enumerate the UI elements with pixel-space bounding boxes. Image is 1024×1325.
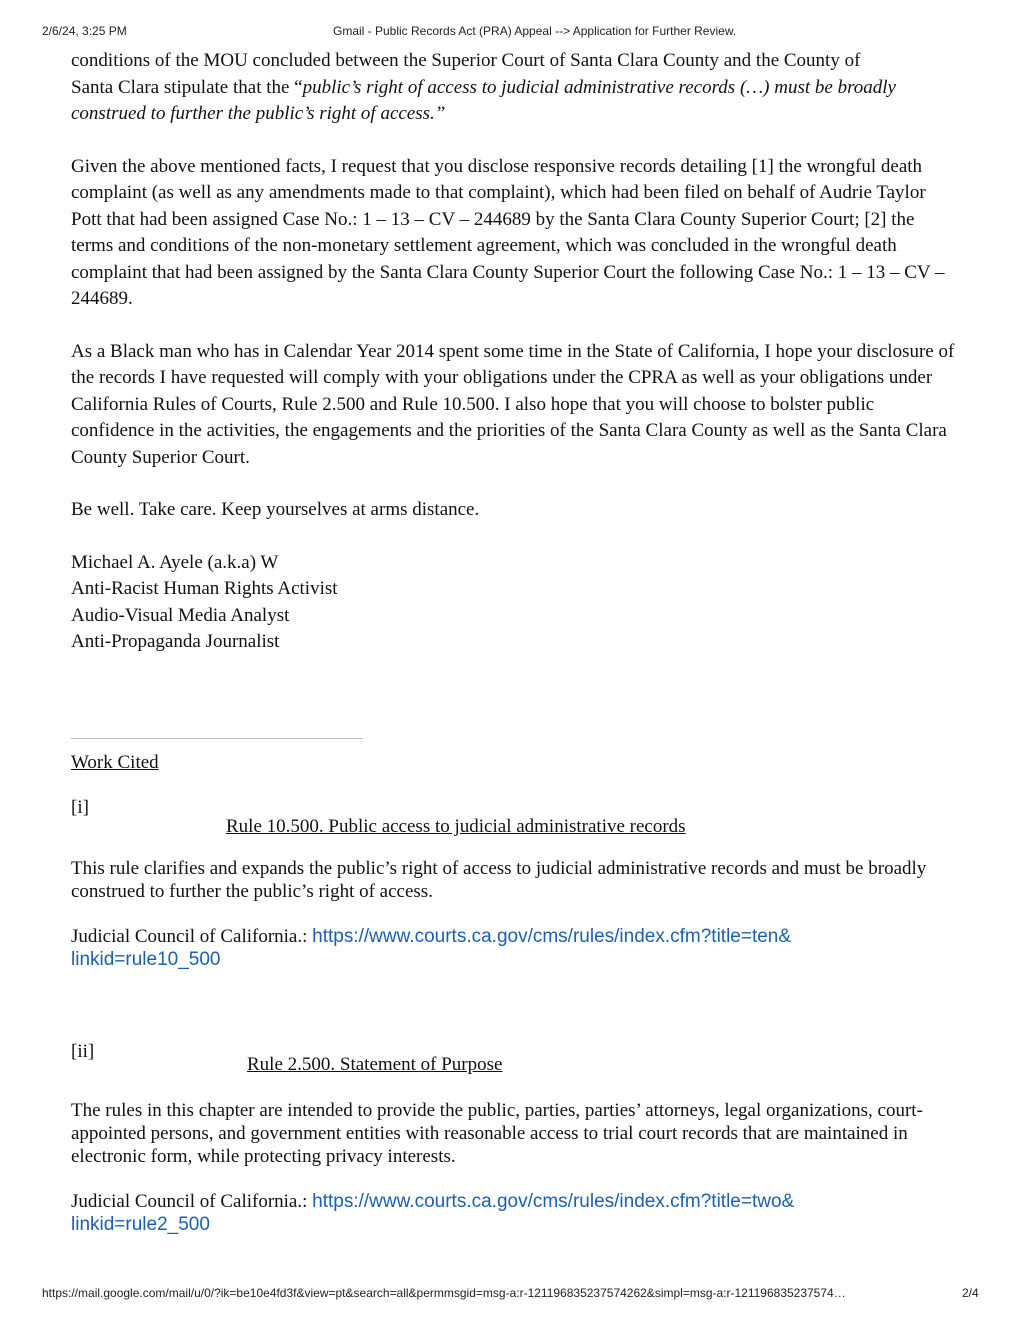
reference-link-ii[interactable]: https://www.courts.ca.gov/cms/rules/index.cfm?title=two& linkid=rule2_500 [71, 1191, 795, 1235]
reference-source-i [71, 925, 961, 971]
reference-text-i: This rule clarifies and expands the public’s right of access to judicial administrative records and must be broadly construed to further the public’s right of access. [71, 858, 927, 902]
works-cited-heading: Work Cited [71, 751, 159, 773]
paragraph-closing: Be well. Take care. Keep yourselves at arms distance. [71, 499, 480, 520]
signature-title-2: Audio-Visual Media Analyst [71, 604, 290, 626]
paragraph-mou [71, 48, 961, 128]
email-body [71, 48, 961, 1236]
paragraph-obligations: As a Black man who has in Calendar Year 2014 spent some time in the State of California, I hope your disclosure of the records I have requested will comply with your obligations under the CPRA as well as your obligations under California Rules of Courts, Rule 2.500 and Rule 10.500. I also hope that you will choose to bolster public confidence in the activities, the engagements and the priorities of the Santa Clara County as well as the Santa Clara County Superior Court. [71, 340, 955, 468]
reference-link-i[interactable]: https://www.courts.ca.gov/cms/rules/index.cfm?title=ten& linkid=rule10_500 [71, 926, 792, 970]
reference-source-ii [71, 1190, 961, 1236]
print-url: https://mail.google.com/mail/u/0/?ik=be10e4fd3f&view=pt&search=all&permmsgid=msg-a:r-121196835237574262&simpl=msg-a:r-121196835237574… [42, 1286, 846, 1300]
signature-title-3: Anti-Propaganda Journalist [71, 631, 280, 652]
signature-title-1: Anti-Racist Human Rights Activist [71, 578, 338, 599]
reference-source-label-ii: Judicial Council of California.: [71, 1191, 308, 1212]
signature-name: Michael A. Ayele (a.k.a) W [71, 551, 279, 573]
page-number: 2/4 [962, 1286, 979, 1300]
reference-title-i[interactable]: Rule 10.500. Public access to judicial administrative records [226, 816, 686, 837]
reference-marker-ii: [ii] [71, 1041, 95, 1062]
paragraph-request: Given the above mentioned facts, I request that you disclose responsive records detailing [1] the wrongful death complaint (as well as any amendments made to that complaint), which had been filed on behalf of Audrie Taylor Pott that had been assigned Case No.: 1 – 13 – CV – 244689 by the Santa Clara County Superior Court; [2] the terms and conditions of the non-monetary settlement agreement, which was concluded in the wrongful death complaint that had been assigned by the Santa Clara County Superior Court the following Case No.: 1 – 13 – CV – 244689. [71, 155, 945, 309]
reference-marker-i: [i] [71, 797, 89, 818]
signature-block [71, 550, 961, 656]
reference-ii [71, 1039, 961, 1075]
reference-source-label-i: Judicial Council of California.: [71, 926, 308, 947]
reference-title-ii[interactable]: Rule 2.500. Statement of Purpose [247, 1054, 503, 1075]
reference-i [71, 795, 961, 837]
mou-line-2: Santa Clara stipulate that the “ [71, 76, 303, 98]
mou-quote-1: public’s right of access to judicial administrative records (…) must be broadly [302, 76, 896, 98]
print-date: 2/6/24, 3:25 PM [42, 24, 127, 38]
mou-line-1: conditions of the MOU concluded between the Superior Court of Santa Clara County and the County of [71, 50, 861, 71]
mou-quote-2: construed to further the public’s right of access.” [71, 103, 446, 124]
print-title: Gmail - Public Records Act (PRA) Appeal --> Application for Further Review. [333, 24, 737, 38]
reference-text-ii: The rules in this chapter are intended to provide the public, parties, parties’ attorneys, legal organizations, court-appointed persons, and government entities with reasonable access to trial court records that are maintained in electronic form, while protecting privacy interests. [71, 1100, 923, 1167]
